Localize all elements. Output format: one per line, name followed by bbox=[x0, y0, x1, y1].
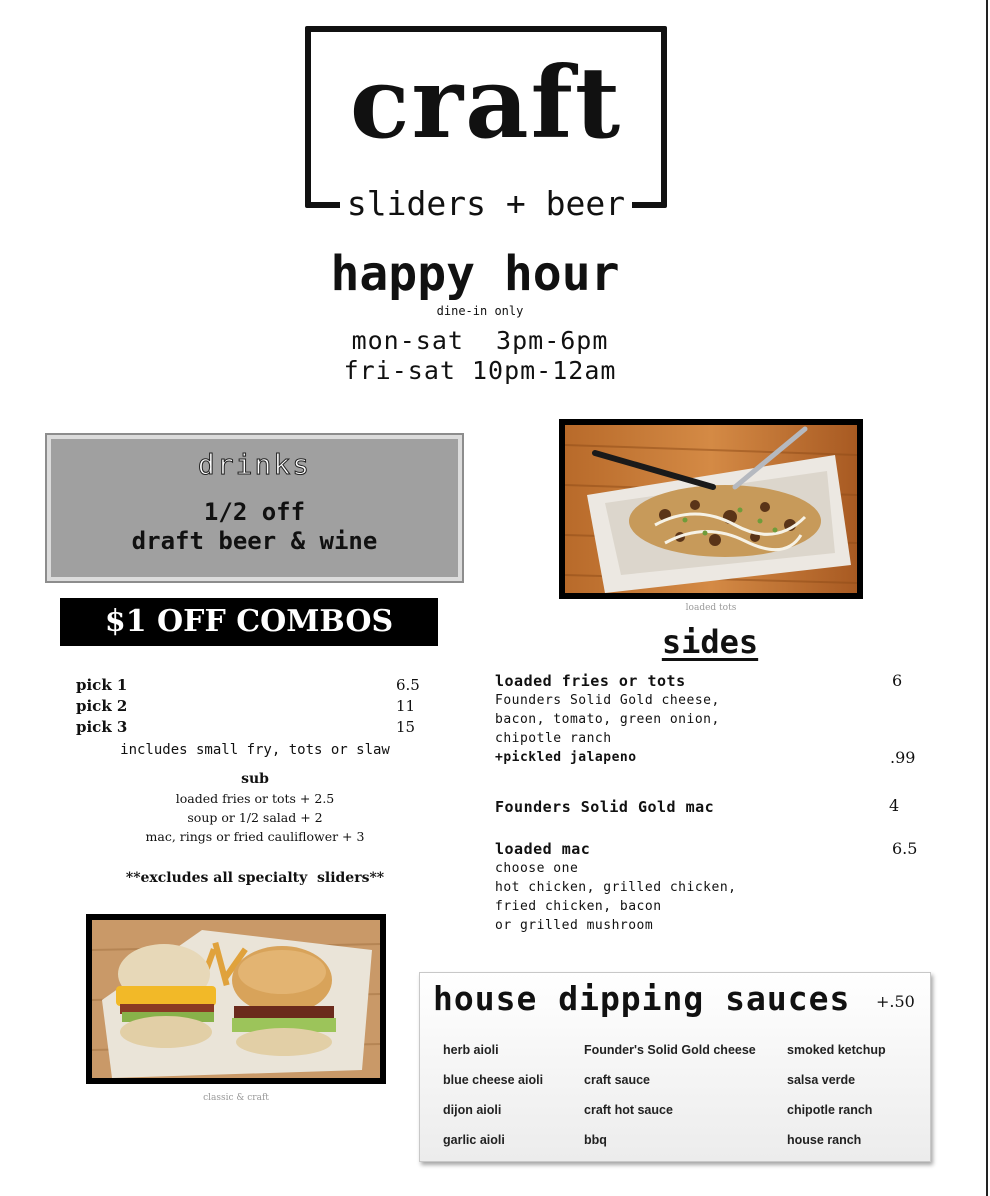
page-edge-line bbox=[986, 0, 988, 1196]
sauce-item: smoked ketchup bbox=[787, 1043, 886, 1057]
combo-sub-line: loaded fries or tots + 2.5 bbox=[175, 791, 335, 806]
sauce-item: chipotle ranch bbox=[787, 1103, 873, 1117]
sliders-caption: classic & craft bbox=[203, 1093, 269, 1103]
happy-hour-note: dine-in only bbox=[436, 304, 524, 318]
sauce-item: dijon aioli bbox=[443, 1103, 502, 1117]
side-item-price: 4 bbox=[889, 796, 900, 815]
sauce-item: craft sauce bbox=[584, 1073, 651, 1087]
sliders-image bbox=[92, 920, 380, 1078]
side-item-desc: or grilled mushroom bbox=[495, 918, 654, 933]
side-item-desc: Founders Solid Gold cheese, bbox=[495, 693, 720, 708]
combo-pick-price: 11 bbox=[396, 697, 416, 715]
loaded-tots-image bbox=[565, 425, 857, 593]
side-item-desc: choose one bbox=[495, 861, 579, 876]
combo-pick-row bbox=[76, 718, 426, 739]
side-item-desc: hot chicken, grilled chicken, bbox=[495, 880, 737, 895]
combo-includes: includes small fry, tots or slaw bbox=[120, 742, 390, 758]
sauce-item: blue cheese aioli bbox=[443, 1073, 544, 1087]
sides-title: sides bbox=[661, 623, 759, 661]
happy-hour-time-weekday: mon-sat 3pm-6pm bbox=[351, 326, 609, 355]
combo-pick-price: 15 bbox=[396, 718, 416, 736]
combo-pick-row bbox=[76, 676, 426, 697]
drinks-items: draft beer & wine bbox=[131, 527, 378, 555]
side-item-name: loaded fries or tots bbox=[495, 672, 686, 690]
combo-sub-line: mac, rings or fried cauliflower + 3 bbox=[145, 829, 365, 844]
combos-title: $1 OFF COMBOS bbox=[104, 604, 394, 639]
side-item-desc: chipotle ranch bbox=[495, 731, 612, 746]
combo-pick-label: pick 1 bbox=[76, 676, 128, 694]
combo-pick-row bbox=[76, 697, 426, 718]
sauce-item: salsa verde bbox=[787, 1073, 856, 1087]
sauces-title: house dipping sauces bbox=[433, 979, 851, 1018]
logo-wordmark: craft bbox=[349, 46, 623, 161]
combo-pick-price: 6.5 bbox=[396, 676, 420, 694]
combo-pick-label: pick 2 bbox=[76, 697, 128, 715]
happy-hour-title: happy hour bbox=[330, 246, 620, 302]
combo-sub-line: soup or 1/2 salad + 2 bbox=[187, 810, 323, 825]
combo-sub-title: sub bbox=[241, 771, 269, 787]
loaded-tots-photo bbox=[559, 419, 863, 599]
sliders-photo bbox=[86, 914, 386, 1084]
side-addon: +pickled jalapeno bbox=[495, 750, 637, 765]
sauce-item: craft hot sauce bbox=[584, 1103, 673, 1117]
combo-pick-label: pick 3 bbox=[76, 718, 128, 736]
drinks-discount: 1/2 off bbox=[203, 498, 306, 526]
sauce-item: herb aioli bbox=[443, 1043, 499, 1057]
sauces-price: +.50 bbox=[876, 992, 915, 1011]
sauce-item: garlic aioli bbox=[443, 1133, 505, 1147]
side-item-desc: bacon, tomato, green onion, bbox=[495, 712, 720, 727]
sauce-item: bbq bbox=[584, 1133, 607, 1147]
logo-tagline: sliders + beer bbox=[340, 184, 632, 224]
side-addon-price: .99 bbox=[890, 748, 916, 767]
side-item-desc: fried chicken, bacon bbox=[495, 899, 662, 914]
sauce-item: Founder's Solid Gold cheese bbox=[584, 1043, 756, 1057]
side-item-price: 6.5 bbox=[892, 839, 918, 858]
side-item-name: loaded mac bbox=[495, 840, 591, 858]
combo-excludes: **excludes all specialty sliders** bbox=[125, 870, 385, 886]
side-item-price: 6 bbox=[892, 671, 903, 690]
sauce-item: house ranch bbox=[787, 1133, 862, 1147]
loaded-tots-caption: loaded tots bbox=[685, 603, 737, 613]
side-item-name: Founders Solid Gold mac bbox=[495, 798, 715, 816]
happy-hour-time-late: fri-sat 10pm-12am bbox=[343, 356, 617, 385]
drinks-title: drinks bbox=[197, 448, 312, 481]
